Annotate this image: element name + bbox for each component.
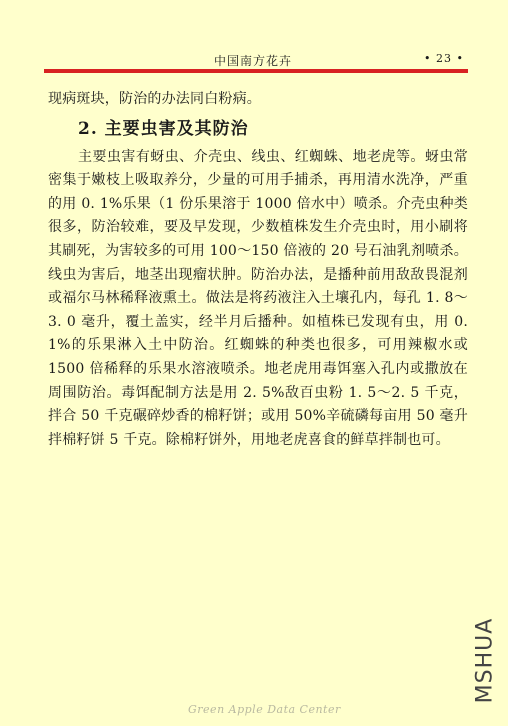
section-heading: 2. 主要虫害及其防治 xyxy=(78,118,249,139)
side-watermark-text: MSHUA xyxy=(472,617,498,703)
book-title: 中国南方花卉 xyxy=(214,54,293,68)
header-rule xyxy=(44,69,468,73)
continuation-paragraph: 现病斑块，防治的办法同白粉病。 xyxy=(48,91,261,107)
side-watermark xyxy=(470,608,500,712)
pest-control-paragraph: 主要虫害有蚜虫、介壳虫、线虫、红蜘蛛、地老虎等。蚜虫常密集于嫩枝上吸取养分，少量的可用手捕杀，再用清水洗净，严重的用 0. 1%乐果（1 份乐果溶于 1000 倍水中）喷杀。介壳虫种类很多，防治较难，要及早发现，少数植株发生介壳虫时，用小刷将其刷死，为害较多的可用 100～150 倍液的 20 号石油乳剂喷杀。线虫为害后，地茎出现瘤状肿。防治办法，是播种前用敌敌畏混剂或福尔马林稀释液熏土。做法是将药液注入土壤孔内，每孔 1. 8～3. 0 毫升，覆土盖实，经半月后播种。如植株已发现有虫，用 0. 1%的乐果淋入土中防治。红蜘蛛的种类也很多，可用辣椒水或 1500 倍稀释的乐果水溶液喷杀。地老虎用毒饵塞入孔内或撒放在周围防治。毒饵配制方法是用 2. 5%敌百虫粉 1. 5～2. 5 千克，拌合 50 千克碾碎炒香的棉籽饼；或用 50%辛硫磷每亩用 50 毫升拌棉籽饼 5 千克。除棉籽饼外，用地老虎喜食的鲜草拌制也可。 xyxy=(48,148,468,448)
page-number: • 23 • xyxy=(424,52,464,65)
page-body xyxy=(48,88,468,452)
bottom-watermark: Green Apple Data Center xyxy=(188,703,341,716)
running-header xyxy=(44,50,468,68)
